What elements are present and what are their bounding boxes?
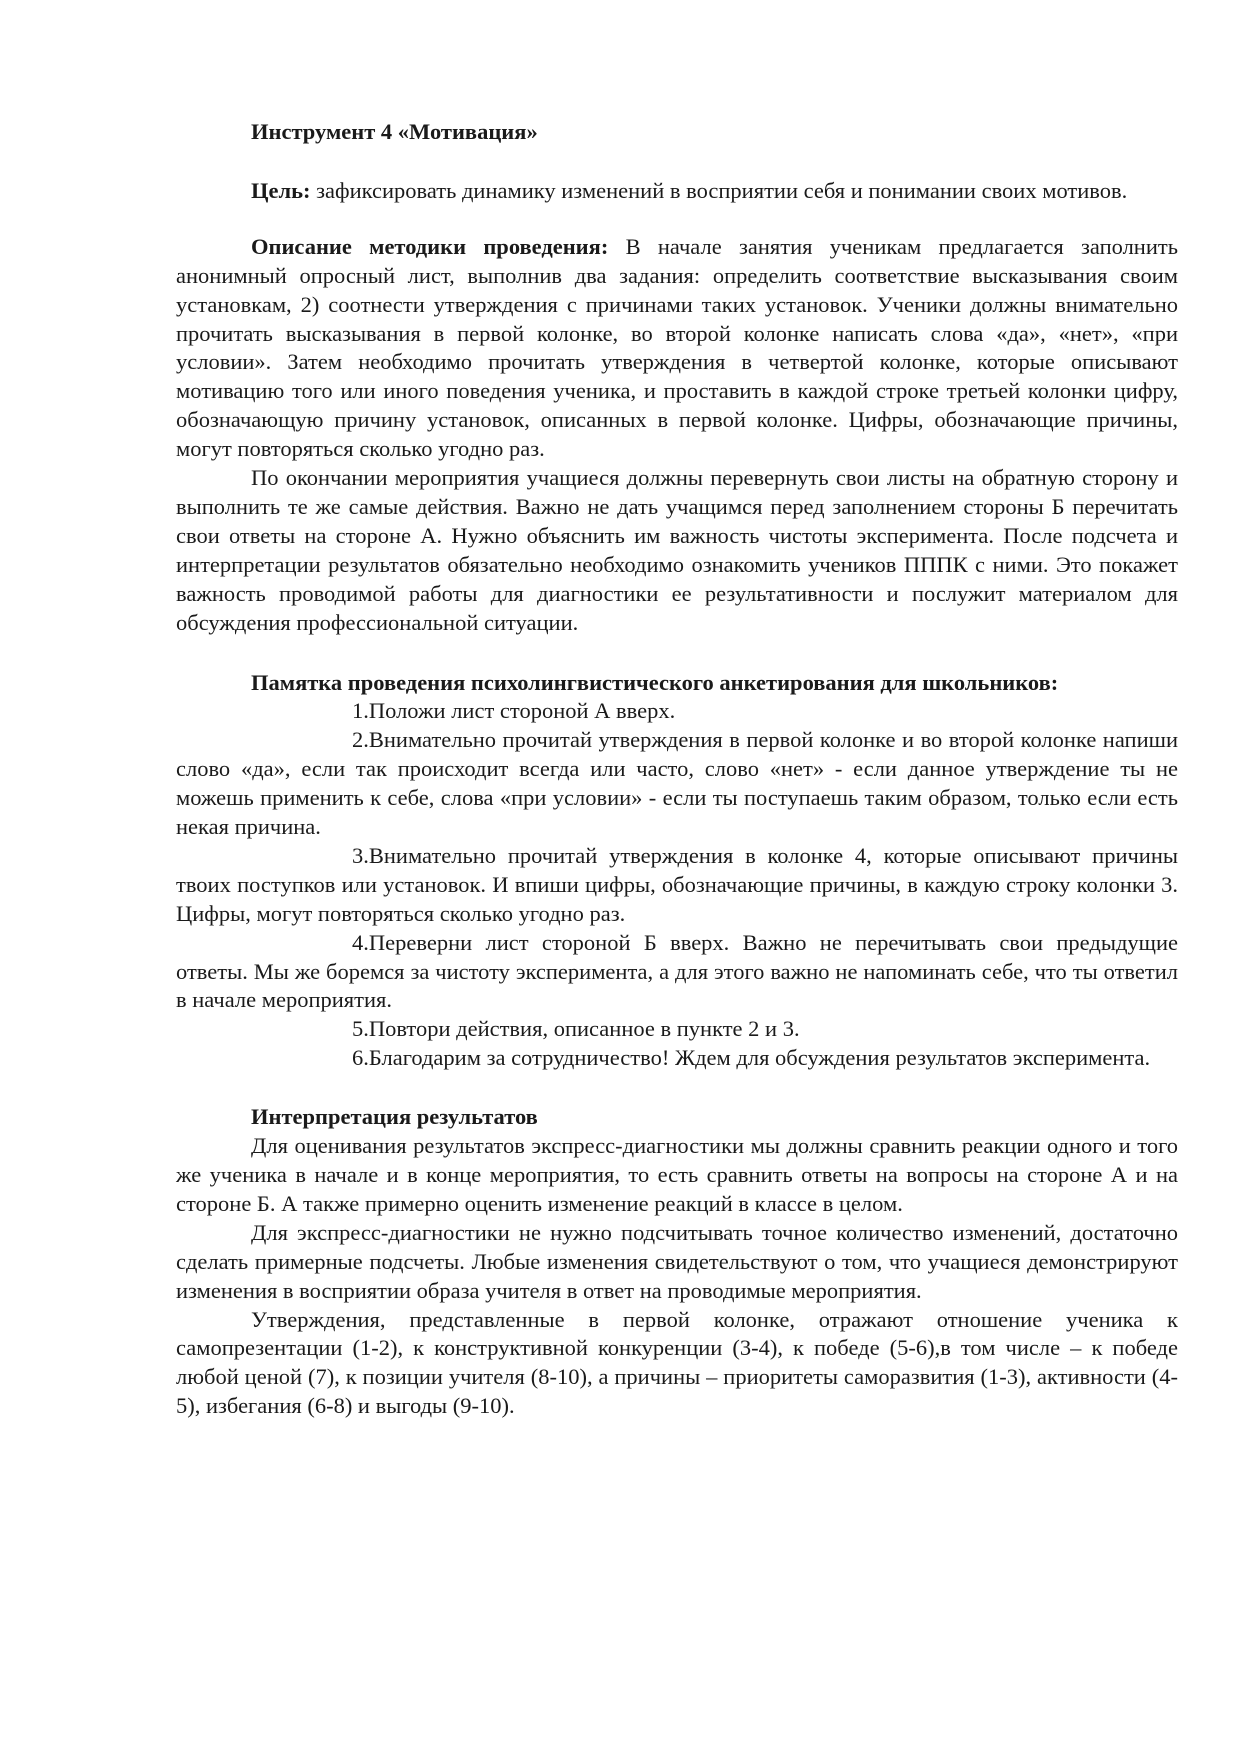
list-item (176, 697, 1178, 726)
goal-paragraph (176, 177, 1178, 206)
interpretation-paragraph-2: Для экспресс-диагностики не нужно подсчитывать точное количество изменений, достаточно сделать примерные подсчеты. Любые изменения свидетельствуют о том, что учащиеся демонстрируют изменения в восприятии образа учителя в ответ на проводимые мероприятия. (176, 1219, 1178, 1303)
goal-label: Цель: (251, 177, 311, 203)
goal-text: зафиксировать динамику изменений в восприятии себя и понимании своих мотивов. (310, 177, 1128, 203)
list-item-text: Внимательно прочитай утверждения в первой колонке и во второй колонке напиши слово «да», если так происходит всегда или часто, слово «нет» - если данное утверждение ты не можешь применить к себе, слова «при условии» - если ты поступаешь таким образом, только если есть некая причина. (176, 727, 1178, 840)
memo-heading: Памятка проведения психолингвистического анкетирования для школьников: (251, 669, 1059, 695)
list-item-text: Повтори действия, описанное в пункте 2 и 3. (368, 1016, 800, 1042)
description-label: Описание методики проведения: (251, 233, 609, 259)
description-text: В начале занятия ученикам предлагается заполнить анонимный опросный лист, выполнив два задания: определить соответствие высказывания своим установкам, 2) соотнести утверждения с причинами таких установок. Ученики должны внимательно прочитать высказывания в первой колонке, во второй колонке написать слова «да», «нет», «при условии». Затем необходимо прочитать утверждения в четвертой колонке, которые описывают мотивацию того или иного поведения ученика, и проставить в каждой строке третьей колонки цифру, обозначающую причину установок, описанных в первой колонке. Цифры, обозначающие причины, могут повторяться сколько угодно раз. (176, 233, 1178, 462)
list-item-text: Положи лист стороной А вверх. (368, 698, 676, 724)
list-item-text: Внимательно прочитай утверждения в колонке 4, которые описывают причины твоих поступков или установок. И впиши цифры, обозначающие причины, в каждую строку колонки 3. Цифры, могут повторяться сколько угодно раз. (176, 842, 1178, 926)
interpretation-paragraph-1: Для оценивания результатов экспресс-диагностики мы должны сравнить реакции одного и того же ученика в начале и в конце мероприятия, то есть сравнить ответы на вопросы на стороне А и на стороне Б. А также примерно оценить изменение реакций в классе в целом. (176, 1133, 1178, 1216)
list-item-text: Переверни лист стороной Б вверх. Важно не перечитывать свои предыдущие ответы. Мы же боремся за чистоту эксперимента, а для этого важно не напоминать себе, что ты ответил в начале мероприятия. (176, 929, 1178, 1013)
list-item (176, 1015, 1178, 1044)
list-item (176, 842, 1178, 929)
list-item-text: Благодарим за сотрудничество! Ждем для обсуждения результатов эксперимента. (368, 1045, 1151, 1071)
list-item-number: 6. (352, 1045, 369, 1071)
interpretation-paragraph-3: Утверждения, представленные в первой колонке, отражают отношение ученика к самопрезентации (1-2), к конструктивной конкуренции (3-4), к победе (5-6),в том числе – к победе любой ценой (7), к позиции учителя (8-10), а причины – приоритеты саморазвития (1-3), активности (4-5), избегания (6-8) и выгоды (9-10). (176, 1306, 1178, 1419)
description-paragraph-2: По окончании мероприятия учащиеся должны перевернуть свои листы на обратную сторону и выполнить те же самые действия. Важно не дать учащимся перед заполнением стороны Б перечитать свои ответы на стороне А. Нужно объяснить им важность чистоты эксперимента. После подсчета и интерпретации результатов обязательно необходимо ознакомить учеников ПППК с ними. Это покажет важность проводимой работы для диагностики ее результативности и послужит материалом для обсуждения профессиональной ситуации. (176, 465, 1178, 635)
list-item-number: 2. (352, 727, 369, 753)
list-item-number: 5. (352, 1016, 369, 1042)
list-item (176, 929, 1178, 1016)
list-item (176, 726, 1178, 842)
interpretation-heading: Интерпретация результатов (251, 1104, 538, 1130)
document-title: Инструмент 4 «Мотивация» (251, 119, 538, 144)
list-item-number: 3. (352, 842, 369, 868)
description-paragraph (176, 233, 1178, 464)
list-item-number: 4. (352, 929, 369, 955)
list-item-number: 1. (352, 698, 369, 724)
list-item (176, 1044, 1178, 1073)
memo-list (176, 697, 1178, 1073)
